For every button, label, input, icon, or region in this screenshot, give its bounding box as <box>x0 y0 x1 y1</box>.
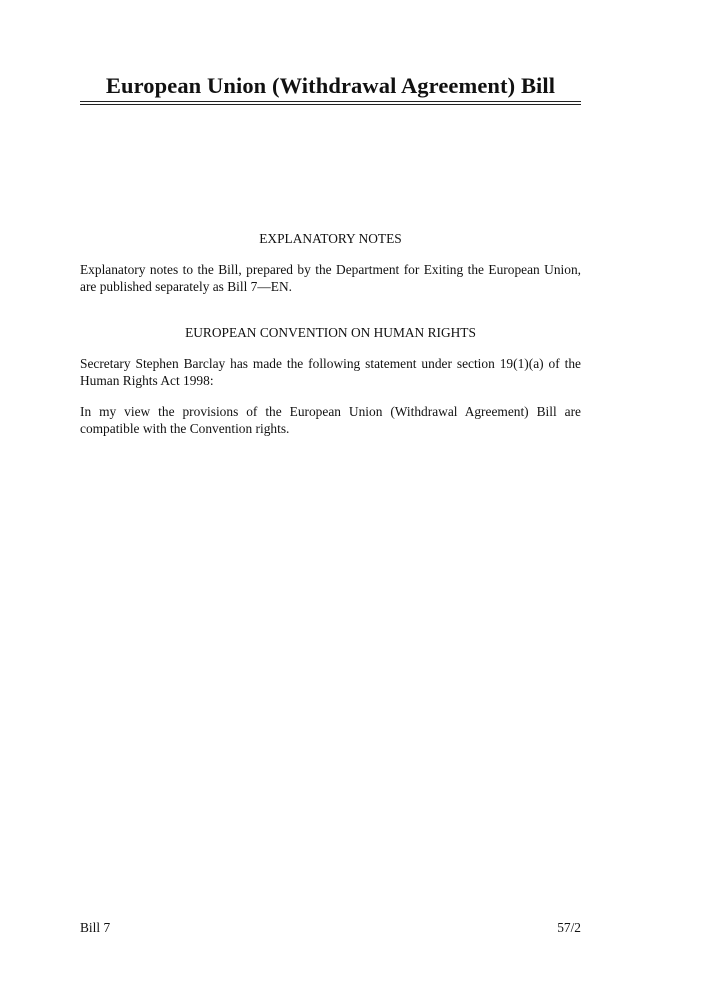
echr-heading: EUROPEAN CONVENTION ON HUMAN RIGHTS <box>185 325 476 340</box>
explanatory-notes-text: Explanatory notes to the Bill, prepared by the Department for Exiting the European Union, are published separately as Bill 7—EN. <box>80 262 581 294</box>
bill-title: European Union (Withdrawal Agreement) Bill <box>105 73 556 98</box>
echr-statement-intro: Secretary Stephen Barclay has made the following statement under section 19(1)(a) of the Human Rights Act 1998: <box>80 356 581 388</box>
title-rule-lower <box>80 104 581 105</box>
footer-bill-number: Bill 7 <box>80 920 111 935</box>
explanatory-notes-heading: EXPLANATORY NOTES <box>259 231 402 246</box>
footer-reference: 57/2 <box>557 920 581 935</box>
echr-statement: In my view the provisions of the European Union (Withdrawal Agreement) Bill are compatible with the Convention rights. <box>80 404 581 436</box>
title-rule-upper <box>80 101 581 102</box>
